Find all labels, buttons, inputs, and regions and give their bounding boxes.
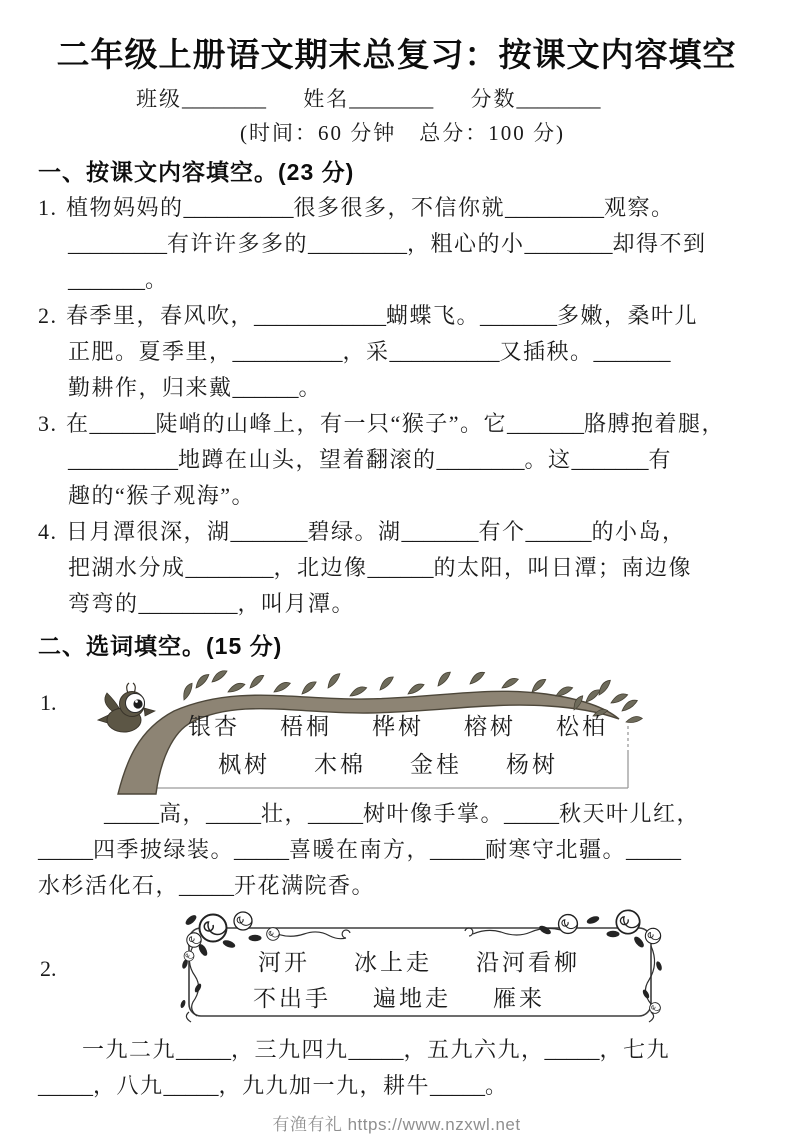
word-choice-part-2 <box>38 912 755 1104</box>
part1-text <box>38 796 755 904</box>
word-bank-item: 木棉 <box>314 752 366 777</box>
word-bank-item: 遍地走 <box>373 986 451 1011</box>
part-number: 1. <box>40 690 57 715</box>
question-line: 把湖水分成________，北边像______的太阳，叫日潭；南边像 <box>68 555 693 580</box>
word-choice-part-1 <box>38 664 755 904</box>
name-label: 姓名 <box>303 87 350 111</box>
score-blank: ________ <box>516 87 601 111</box>
score-label: 分数 <box>470 87 517 111</box>
question-line: 勤耕作，归来戴______。 <box>68 375 323 400</box>
student-name-field <box>303 87 433 111</box>
word-bank-item: 梧桐 <box>280 714 332 739</box>
bird-icon <box>98 683 155 732</box>
question-line: _____，八九_____，九九加一九，耕牛_____。 <box>38 1073 509 1098</box>
question-number: 1. <box>38 195 58 220</box>
question-line: 弯弯的_________，叫月潭。 <box>68 591 356 616</box>
question-line <box>38 514 755 550</box>
class-blank: ________ <box>182 87 266 111</box>
site-watermark: 有渔有礼 https://www.nzxwl.net <box>272 1115 521 1134</box>
question-text: 在______陡峭的山峰上，有一只“猴子”。它_______胳膊抱着腿， <box>66 411 726 436</box>
question-line: _______。 <box>68 267 169 292</box>
word-bank-item: 沿河看柳 <box>476 950 580 975</box>
question-line: 正肥。夏季里，__________，采__________又插秧。_______ <box>68 339 671 364</box>
question-line: _____四季披绿装。_____喜暖在南方，_____耐寒守北疆。_____ <box>38 837 682 862</box>
class-label: 班级 <box>136 87 182 111</box>
question-line: _________有许许多多的_________，粗心的小________却得不到 <box>68 231 707 256</box>
word-bank-item: 枫树 <box>218 752 270 777</box>
part-number: 2. <box>40 956 57 981</box>
part2-text <box>38 1032 755 1104</box>
question-4 <box>38 514 755 622</box>
word-bank-item: 金桂 <box>410 752 462 777</box>
word-bank-item: 冰上走 <box>354 950 432 975</box>
word-bank-row <box>258 944 580 977</box>
question-line <box>38 406 755 442</box>
word-bank-item: 榕树 <box>464 714 516 739</box>
page-title: 二年级上册语文期末总复习：按课文内容填空 <box>56 36 737 73</box>
question-number: 3. <box>38 411 58 436</box>
word-bank-item: 银杏 <box>188 714 240 739</box>
question-line: 趣的“猴子观海”。 <box>68 483 256 508</box>
student-score-field <box>471 87 601 111</box>
word-bank-row <box>188 708 608 741</box>
question-number: 4. <box>38 519 58 544</box>
question-line: 一九二九_____，三九四九_____，五九六九，_____，七九 <box>82 1037 671 1062</box>
question-number: 2. <box>38 303 58 328</box>
question-text: 日月潭很深，湖_______碧绿。湖_______有个______的小岛， <box>66 519 686 544</box>
tree-word-box <box>88 664 633 794</box>
word-bank-item: 杨树 <box>506 752 558 777</box>
time-limit-line: (时间：60 分钟 总分：100 分) <box>240 121 565 145</box>
question-line: 水杉活化石，_____开花满院香。 <box>38 873 376 898</box>
question-2 <box>38 298 755 406</box>
student-class-field <box>136 87 266 111</box>
word-bank-item: 松柏 <box>556 714 608 739</box>
word-bank-row <box>218 746 558 779</box>
question-text: 植物妈妈的__________很多很多，不信你就_________观察。 <box>66 195 675 220</box>
word-bank-item: 河开 <box>258 950 310 975</box>
flower-word-box <box>173 912 668 1032</box>
question-text: 春季里，春风吹，____________蝴蝶飞。_______多嫩，桑叶儿 <box>66 303 699 328</box>
question-1 <box>38 190 755 298</box>
question-line: _____高，_____壮，_____树叶像手掌。_____秋天叶儿红， <box>104 801 701 826</box>
question-line: __________地蹲在山头，望着翻滚的________。这_______有 <box>68 447 673 472</box>
question-line <box>38 190 755 226</box>
word-bank-item: 桦树 <box>372 714 424 739</box>
name-blank: ________ <box>349 87 434 111</box>
word-bank-row <box>253 980 545 1013</box>
question-3 <box>38 406 755 514</box>
section1-heading: 一、按课文内容填空。(23 分) <box>38 159 355 185</box>
student-info-row <box>136 84 755 114</box>
word-bank-item: 雁来 <box>493 986 545 1011</box>
section2-heading: 二、选词填空。(15 分) <box>38 633 283 659</box>
word-bank-item: 不出手 <box>253 986 331 1011</box>
question-line <box>38 298 755 334</box>
